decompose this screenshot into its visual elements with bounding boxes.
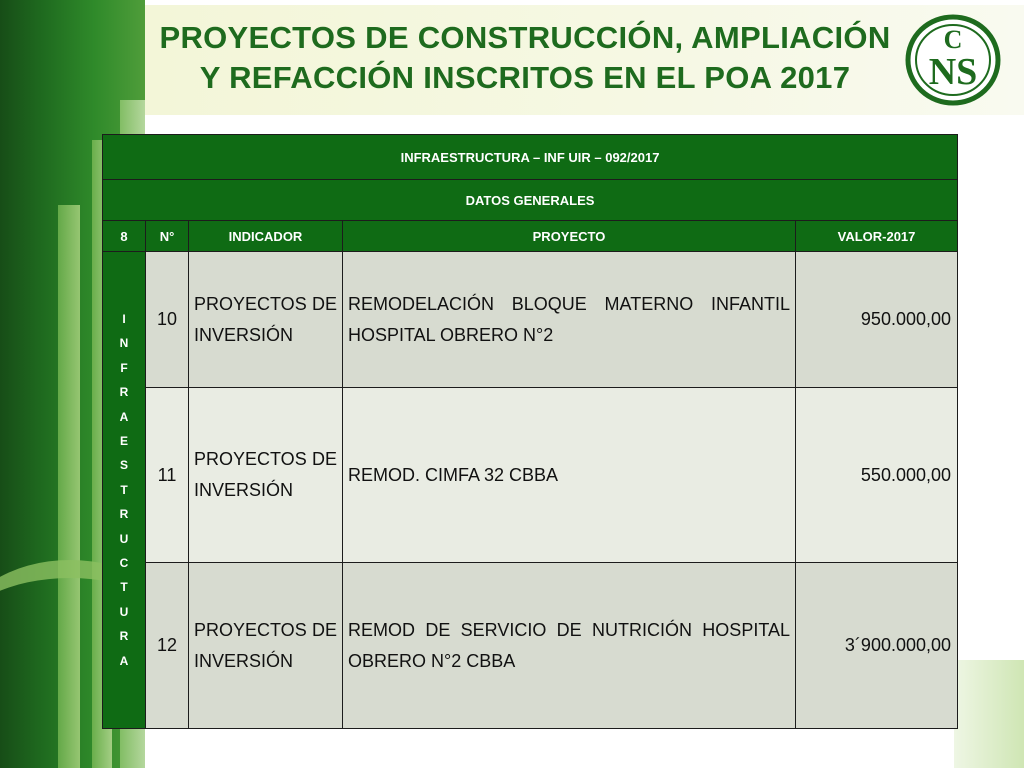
side-label-letter: T xyxy=(120,580,128,595)
cns-logo-icon xyxy=(905,14,1001,106)
row-indicador: PROYECTOS DE INVERSIÓN xyxy=(189,563,343,729)
row-proyecto: REMOD DE SERVICIO DE NUTRICIÓN HOSPITAL OBRERO N°2 CBBA xyxy=(343,563,796,729)
column-header-number: N° xyxy=(146,221,189,252)
row-indicador: PROYECTOS DE INVERSIÓN xyxy=(189,388,343,563)
row-valor: 550.000,00 xyxy=(796,388,958,563)
table-row xyxy=(103,388,958,563)
table-row xyxy=(103,563,958,729)
table-subtitle: DATOS GENERALES xyxy=(103,180,958,221)
side-label-letter: S xyxy=(119,458,128,473)
logo-letter-c: C xyxy=(943,25,963,54)
projects-table xyxy=(102,134,958,729)
side-label-letter: R xyxy=(119,385,129,400)
table-title: INFRAESTRUCTURA – INF UIR – 092/2017 xyxy=(103,135,958,180)
page-title-line2: Y REFACCIÓN INSCRITOS EN EL POA 2017 xyxy=(199,60,851,95)
row-proyecto: REMOD. CIMFA 32 CBBA xyxy=(343,388,796,563)
row-valor: 3´900.000,00 xyxy=(796,563,958,729)
side-label-letter: U xyxy=(119,531,129,546)
side-label-letter: R xyxy=(119,507,129,522)
row-number: 11 xyxy=(146,388,189,563)
row-number: 10 xyxy=(146,252,189,388)
row-proyecto: REMODELACIÓN BLOQUE MATERNO INFANTIL HOSPITAL OBRERO N°2 xyxy=(343,252,796,388)
side-label-infraestructura xyxy=(103,252,146,729)
side-label-letter: E xyxy=(119,433,128,448)
side-label-letter: A xyxy=(119,409,129,424)
side-label-letter: C xyxy=(119,556,129,571)
side-label-letter: I xyxy=(122,311,126,326)
side-label-letter: U xyxy=(119,604,129,619)
side-label-letter: T xyxy=(120,482,128,497)
column-header-indicador: INDICADOR xyxy=(189,221,343,252)
column-header-count: 8 xyxy=(103,221,146,252)
side-label-letter: R xyxy=(119,629,129,644)
page-title-line1: PROYECTOS DE CONSTRUCCIÓN, AMPLIACIÓN xyxy=(159,20,891,55)
page-title xyxy=(150,18,900,98)
column-header-proyecto: PROYECTO xyxy=(343,221,796,252)
logo-letters-ns: NS xyxy=(928,51,978,93)
decorative-right-band xyxy=(954,660,1024,768)
row-number: 12 xyxy=(146,563,189,729)
row-indicador: PROYECTOS DE INVERSIÓN xyxy=(189,252,343,388)
side-label-letter: F xyxy=(120,360,128,375)
side-label-letter: A xyxy=(119,653,129,668)
row-valor: 950.000,00 xyxy=(796,252,958,388)
column-header-valor: VALOR-2017 xyxy=(796,221,958,252)
side-label-letter: N xyxy=(119,336,129,351)
table-row xyxy=(103,252,958,388)
